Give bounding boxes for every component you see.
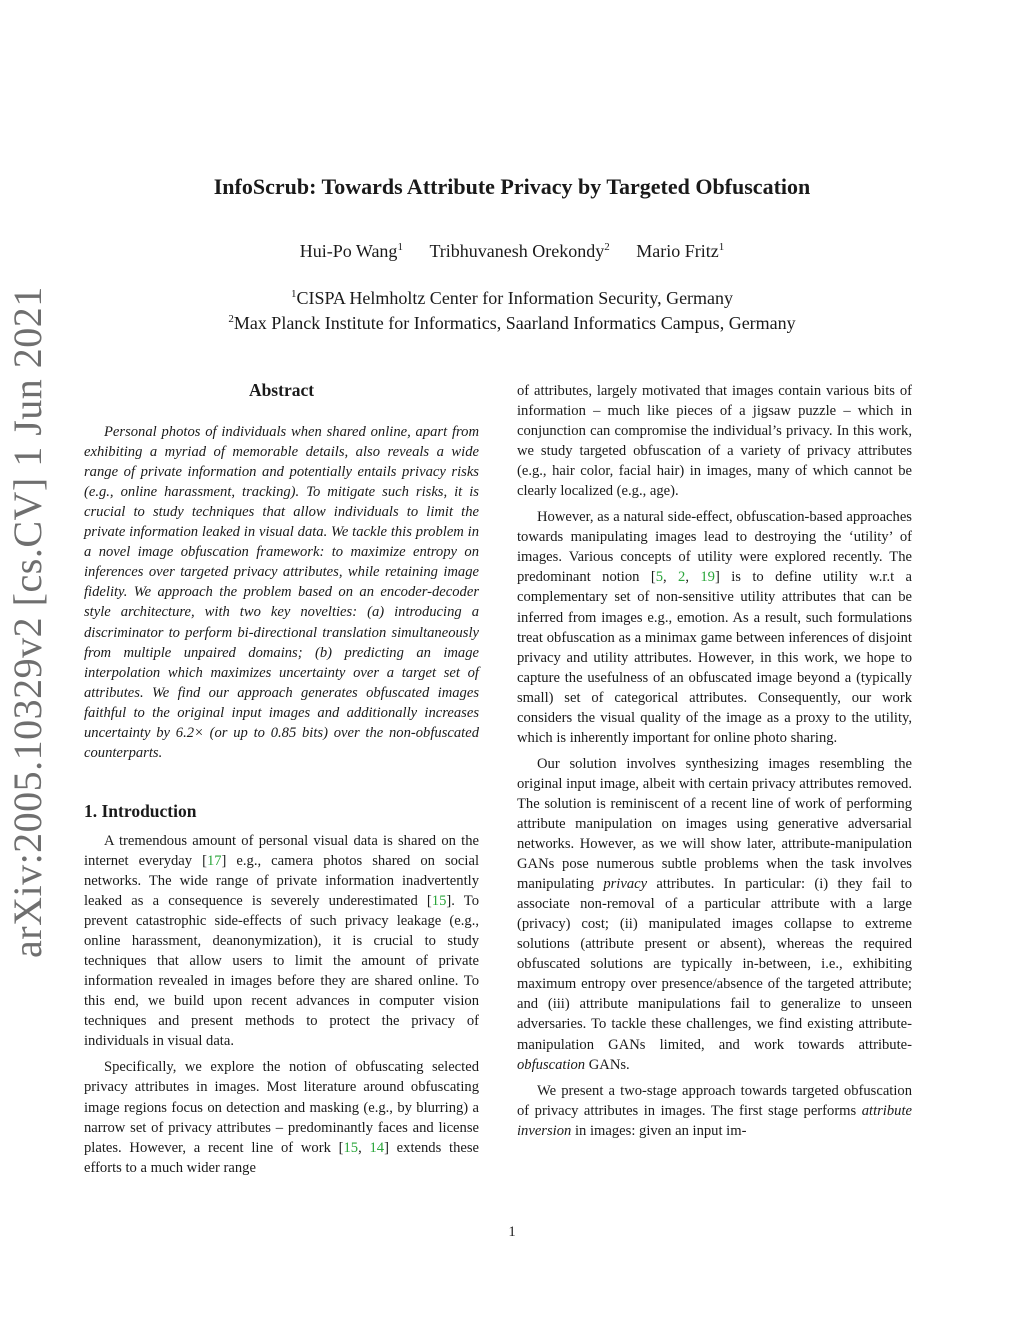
citation-link[interactable]: 15 [431,893,447,910]
right-column [517,381,912,1147]
paper-title: InfoScrub: Towards Attribute Privacy by Targeted Obfuscation [213,174,811,199]
author: Tribhuvanesh Orekondy$^2$ [429,241,610,261]
citation-link[interactable]: 17 [206,852,222,869]
abstract-heading: Abstract [248,380,315,400]
author-list [0,241,1024,262]
citation-link[interactable]: 15 [343,1139,359,1156]
citation-link[interactable]: 5 [655,569,663,586]
abstract-text: Personal photos of individuals when shared online, apart from exhibiting a myriad of memorable details, also reveals a wide range of private information and potentially entails privacy risks (e.g., online harassment, tracking). To mitigate such risks, it is crucial to study techniques that allow individuals to limit the private information leaked in visual data. We tackle this problem in a novel image obfuscation framework: to maximize entropy on inferences over targeted privacy attributes, while retaining image fidelity. We approach the problem based on an encoder-decoder style architecture, with two key novelties: (a) introducing a discriminator to perform bi-directional translation simultaneously from multiple unpaired domains; (b) predicting an image interpolation which maximizes uncertainty over a target set of attributes. We find our approach generates obfuscated images faithful to the original input images and additionally increases uncertainty by 6.2× (or up to 0.85 bits) over the non-obfuscated counterparts. [84,424,479,761]
paragraph: However, as a natural side-effect, obfuscation-based approaches towards manipulating images lead to destroying the ‘utility’ of images. Various concepts of utility were explored recently. The predominant notion [5, 2, 19] is to define utility w.r.t a complementary set of non-sensitive utility attributes that can be inferred from images e.g., emotion. As a result, such formulations treat obfuscation as a minimax game between inferences of disjoint privacy and utility attributes. However, in this work, we hope to capture the usefulness of an obfuscated image beyond a (typically small) set of categorical attributes. Consequently, our work considers the visual quality of the image as a proxy to the utility, which is inherently important for online photo sharing. [517,509,913,746]
paragraph: Specifically, we explore the notion of obfuscating selected privacy attributes in images. Most literature around obfuscating image regions focus on detection and masking (e.g., by blurring) a narrow set of privacy attributes – predominantly faces and license plates. However, a recent line of work [15, 14] extends these efforts to a much wider range [84,1059,479,1176]
citation-link[interactable]: 14 [369,1139,385,1156]
author: Hui-Po Wang$^1$ [299,241,403,261]
citation-link[interactable]: 19 [700,569,715,586]
page-number: 1 [508,1224,516,1240]
paragraph: Our solution involves synthesizing images resembling the original input image, albeit with certain privacy attributes removed. The solution is reminiscent of a recent line of work of performing attribute manipulation on images using generative adversarial networks. However, as we will show later, attribute-manipulation GANs pose numerous subtle problems when the task involves manipulating privacy attributes. In particular: (i) they fail to associate non-removal of a particular attribute with a large (privacy) cost; (ii) manipulated images collapse to extreme solutions (attribute present or absent), whereas the required obfuscated solutions are typically in-between, i.e., exhibiting maximum entropy over presence/absence of the targeted attribute; and (iii) attribute manipulations fail to generalize to unseen adversaries. To tackle these challenges, we find existing attribute-manipulation GANs limited, and work towards attribute-obfuscation GANs. [517,755,912,1073]
citation-link[interactable]: 2 [678,569,686,586]
section-heading: 1. Introduction [84,800,197,821]
paragraph: We present a two-stage approach towards targeted obfuscation of privacy attributes in images. The first stage performs attribute inversion in images: given an input im- [517,1082,912,1139]
affiliation: $^2$Max Planck Institute for Informatics, Saarland Informatics Campus, Germany [228,313,796,333]
left-column [84,376,479,1184]
paragraph: of attributes, largely motivated that images contain various bits of information – much like pieces of a jigsaw puzzle – which in conjunction can compromise the individual’s privacy. In this work, we study targeted obfuscation of a variety of privacy attributes (e.g., hair color, facial hair) in images, many of which cannot be clearly localized (e.g., age). [517,383,912,500]
arxiv-identifier: arXiv:2005.10329v2 [cs.CV] 1 Jun 2021 [5,286,50,958]
paragraph: A tremendous amount of personal visual data is shared on the internet everyday [17] e.g., camera photos shared on social networks. The wide range of private information inadvertently leaked as a consequence is severely underestimated [15]. To prevent catastrophic side-effects of such privacy leakage (e.g., online harassment, deanonymization), it is crucial to study techniques that allow users to limit the amount of private information revealed in images before they are shared online. To this end, we build upon recent advances in computer vision techniques and present methods to protect the privacy of individuals in visual data. [84,832,479,1050]
affiliation: $^1$CISPA Helmholtz Center for Information Security, Germany [290,288,734,308]
author: Mario Fritz$^1$ [636,241,725,261]
